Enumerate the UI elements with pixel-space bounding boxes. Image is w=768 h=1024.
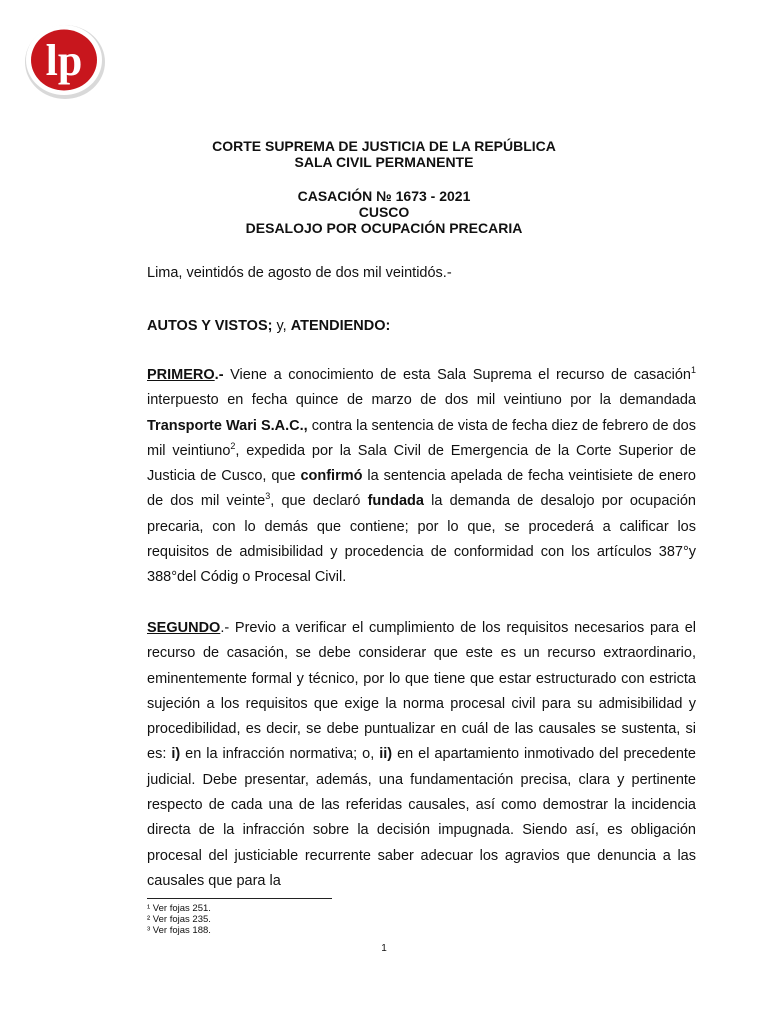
page-number: 1 <box>381 943 387 954</box>
primero-text-7: la demanda de desalojo por ocupación precaria, con lo demás que contiene; por lo que, se procederá a calificar los requisitos de admisibilidad y procedencia de conformidad con los artículos 387°y 388°del Códig o Procesal Civil. <box>147 493 696 586</box>
case-number: CASACIÓN № 1673 - 2021 <box>297 188 471 204</box>
autos-heading <box>147 318 390 334</box>
segundo-text-3: en el apartamiento inmotivado del precedente judicial. Debe presentar, además, una fundamentación precisa, clara y pertinente respecto de cada una de las referidas causales, así como demostrar la incidencia directa de la infracción sobre la decisión impugnada. Siendo así, es obligación procesal del justiciable recurrente saber adecuar los agravios que denuncia a las causales que para la <box>147 746 696 889</box>
primero-text-6: , que declaró <box>270 493 368 510</box>
footnote-1: ¹ Ver fojas 251. <box>147 903 211 914</box>
segundo-label: SEGUNDO <box>147 620 221 636</box>
footnote-ref-2: 2 <box>230 441 236 452</box>
confirmo-word: confirmó <box>300 468 363 485</box>
footnote-ref-1: 1 <box>690 365 696 376</box>
case-city: CUSCO <box>358 204 410 220</box>
footnote-divider <box>147 898 332 899</box>
segundo-text-2: en la infracción normativa; o, <box>180 746 380 763</box>
autos-label: AUTOS Y VISTOS; <box>147 318 273 334</box>
footnote-3: ³ Ver fojas 188. <box>147 925 211 936</box>
chamber-name: SALA CIVIL PERMANENTE <box>294 154 474 170</box>
fundada-word: fundada <box>367 493 424 510</box>
item-ii: ii) <box>379 746 393 763</box>
primero-text-4: , expedida por la Sala Civil de Emergencia de la Corte Superior de Justicia de Cusco, que <box>147 442 697 485</box>
primero-sep: .- <box>214 367 224 383</box>
primero-text-3: contra la sentencia de vista de fecha diez de febrero de dos mil veintiuno <box>147 417 696 459</box>
footnote-ref-3: 3 <box>265 491 271 502</box>
date-line: Lima, veintidós de agosto de dos mil veintidós.- <box>147 265 452 281</box>
segundo-text-1: .- Previo a verificar el cumplimiento de los requisitos necesarios para el recurso de casación, se debe considerar que este es un recurso extraordinario, eminentemente formal y técnico, por lo que tiene que estar estructurado con estricta sujeción a los requisitos que exige la norma procesal civil para su admisibilidad y procedibilidad, es decir, se debe puntualizar en cuál de las causales se sustenta, si es: <box>147 620 696 763</box>
party-name: Transporte Wari S.A.C., <box>147 417 308 434</box>
primero-label: PRIMERO <box>147 367 215 383</box>
footnotes <box>147 903 211 936</box>
autos-connector: y, <box>272 318 291 334</box>
case-matter: DESALOJO POR OCUPACIÓN PRECARIA <box>245 220 523 236</box>
primero-text-2: interpuesto en fecha quince de marzo de dos mil veintiuno por la demandada <box>147 392 696 409</box>
primero-text-1: Viene a conocimiento de esta Sala Suprema el recurso de casación <box>223 367 691 383</box>
court-name: CORTE SUPREMA DE JUSTICIA DE LA REPÚBLICA <box>212 138 556 154</box>
paragraph-primero <box>147 363 696 591</box>
lp-logo <box>22 20 108 100</box>
item-i: i) <box>171 746 181 763</box>
footnote-2: ² Ver fojas 235. <box>147 914 211 925</box>
logo-text: lp <box>45 36 83 85</box>
paragraph-segundo <box>147 616 696 894</box>
primero-text-5: la sentencia apelada de fecha veintisiete de enero de dos mil veinte <box>147 468 696 510</box>
atendiendo-label: ATENDIENDO: <box>290 318 391 334</box>
